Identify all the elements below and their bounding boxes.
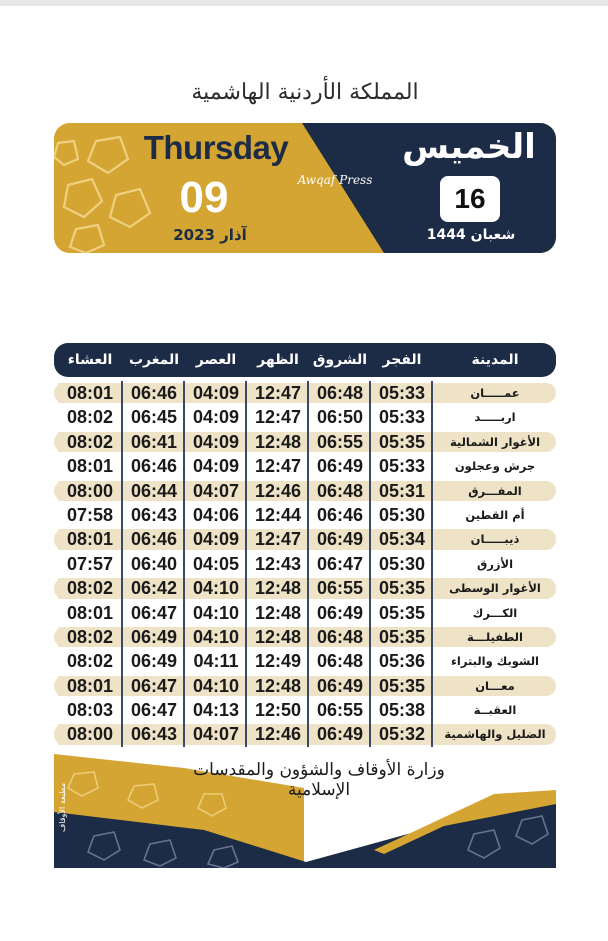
- column-header: الفجر: [382, 352, 422, 368]
- city-name: الكـــرك: [472, 605, 518, 620]
- footer-banner: [54, 754, 556, 868]
- prayer-time-asr: 04:07: [186, 481, 246, 501]
- prayer-time-dhuhr: 12:48: [248, 578, 308, 598]
- prayer-time-isha: 07:58: [66, 504, 114, 525]
- prayer-time-fajr: 05:36: [378, 651, 426, 672]
- city-name: معـــان: [475, 678, 515, 693]
- table-row: [54, 405, 556, 429]
- prayer-time-asr: 04:06: [192, 504, 240, 525]
- city-name: الضليل والهاشمية: [444, 727, 546, 742]
- city-name: الأزرق: [476, 556, 514, 571]
- prayer-time-asr: 04:09: [186, 529, 246, 549]
- prayer-time-maghrib: 06:49: [124, 627, 184, 647]
- prayer-time-shuruq: 06:49: [310, 676, 370, 696]
- prayer-time-isha: 07:57: [66, 553, 114, 574]
- prayer-time-dhuhr: 12:50: [254, 700, 302, 721]
- prayer-time-dhuhr: 12:48: [248, 676, 308, 696]
- prayer-time-fajr: 05:32: [372, 724, 432, 744]
- prayer-time-fajr: 05:33: [378, 407, 426, 428]
- gregorian-month-year: آذار 2023: [173, 226, 247, 244]
- prayer-time-dhuhr: 12:43: [254, 553, 302, 574]
- prayer-time-shuruq: 06:48: [310, 627, 370, 647]
- prayer-time-maghrib: 06:44: [124, 481, 184, 501]
- prayer-time-maghrib: 06:49: [130, 651, 178, 672]
- prayer-time-asr: 04:09: [192, 407, 240, 428]
- table-row: [54, 722, 556, 746]
- prayer-time-asr: 04:10: [186, 627, 246, 647]
- prayer-time-maghrib: 06:46: [124, 383, 184, 403]
- prayer-time-dhuhr: 12:44: [254, 504, 302, 525]
- table-row: [54, 601, 556, 625]
- prayer-time-asr: 04:09: [186, 383, 246, 403]
- prayer-time-shuruq: 06:48: [310, 383, 370, 403]
- prayer-time-shuruq: 06:55: [310, 432, 370, 452]
- prayer-time-dhuhr: 12:47: [248, 529, 308, 549]
- printer-label: مطبعة الأوقاف: [58, 782, 67, 832]
- city-name: الأغوار الوسطى: [449, 581, 541, 596]
- gregorian-day-number: 09: [179, 173, 229, 222]
- prayer-time-maghrib: 06:47: [124, 676, 184, 696]
- kingdom-title: المملكة الأردنية الهاشمية: [191, 80, 419, 105]
- city-name: ذيبـــــان: [470, 532, 520, 547]
- date-card: [54, 123, 556, 253]
- prayer-time-isha: 08:02: [66, 407, 114, 428]
- table-row: [54, 576, 556, 600]
- table-row: [54, 552, 556, 576]
- prayer-time-asr: 04:11: [193, 651, 239, 672]
- table-row: [54, 381, 556, 405]
- table-header: [54, 343, 556, 377]
- prayer-time-shuruq: 06:50: [316, 407, 364, 428]
- prayer-time-shuruq: 06:49: [310, 529, 370, 549]
- city-name: الطفيلـــة: [467, 629, 523, 644]
- prayer-time-fajr: 05:35: [378, 602, 426, 623]
- prayer-time-shuruq: 06:47: [316, 553, 364, 574]
- prayer-time-dhuhr: 12:46: [248, 481, 308, 501]
- prayer-time-shuruq: 06:46: [316, 504, 364, 525]
- designer-signature: MQ: [520, 846, 544, 860]
- prayer-time-shuruq: 06:49: [310, 724, 370, 744]
- city-name: الشوبك والبتراء: [451, 654, 539, 669]
- prayer-time-maghrib: 06:42: [124, 578, 184, 598]
- prayer-time-isha: 08:01: [58, 676, 122, 696]
- prayer-time-shuruq: 06:48: [316, 651, 364, 672]
- city-name: جرش وعجلون: [454, 459, 536, 474]
- prayer-time-fajr: 05:35: [372, 627, 432, 647]
- prayer-time-fajr: 05:34: [372, 529, 432, 549]
- prayer-time-isha: 08:02: [58, 627, 122, 647]
- day-english: Thursday: [143, 129, 289, 166]
- prayer-time-isha: 08:00: [58, 724, 122, 744]
- prayer-time-dhuhr: 12:49: [254, 651, 302, 672]
- prayer-time-dhuhr: 12:47: [254, 407, 302, 428]
- prayer-time-maghrib: 06:46: [130, 456, 178, 477]
- table-row: [54, 674, 556, 698]
- column-separator: [307, 381, 309, 747]
- prayer-time-dhuhr: 12:47: [248, 383, 308, 403]
- prayer-time-shuruq: 06:55: [310, 578, 370, 598]
- prayer-time-shuruq: 06:48: [310, 481, 370, 501]
- table-row: [54, 503, 556, 527]
- ministry-title: وزارة الأوقاف والشؤون والمقدسات الإسلامية: [193, 760, 445, 800]
- prayer-time-maghrib: 06:46: [124, 529, 184, 549]
- prayer-time-maghrib: 06:43: [130, 504, 178, 525]
- prayer-time-asr: 04:05: [192, 553, 240, 574]
- prayer-time-dhuhr: 12:48: [248, 627, 308, 647]
- table-row: [54, 649, 556, 673]
- table-row: [54, 527, 556, 551]
- prayer-time-fajr: 05:31: [372, 481, 432, 501]
- prayer-time-maghrib: 06:45: [130, 407, 178, 428]
- day-arabic: الخميس: [402, 127, 536, 167]
- prayer-time-asr: 04:07: [186, 724, 246, 744]
- prayer-time-maghrib: 06:40: [130, 553, 178, 574]
- table-row: [54, 625, 556, 649]
- column-separator: [121, 381, 123, 747]
- prayer-time-shuruq: 06:49: [316, 602, 364, 623]
- table-row: [54, 430, 556, 454]
- prayer-time-asr: 04:10: [186, 578, 246, 598]
- prayer-time-isha: 08:00: [58, 481, 122, 501]
- city-name: أم القطين: [465, 507, 525, 522]
- top-border: [0, 0, 608, 6]
- prayer-time-isha: 08:01: [58, 383, 122, 403]
- column-header: المدينة: [471, 352, 519, 368]
- prayer-time-isha: 08:01: [66, 602, 114, 623]
- column-separator: [431, 381, 433, 747]
- hijri-day-number: 16: [440, 176, 500, 222]
- hijri-month-year: شعبان 1444: [426, 227, 516, 243]
- prayer-time-isha: 08:02: [58, 432, 122, 452]
- prayer-time-dhuhr: 12:48: [248, 432, 308, 452]
- prayer-time-asr: 04:13: [192, 700, 240, 721]
- prayer-time-isha: 08:02: [58, 578, 122, 598]
- prayer-time-isha: 08:03: [66, 700, 114, 721]
- prayer-time-shuruq: 06:55: [316, 700, 364, 721]
- prayer-time-fajr: 05:33: [378, 456, 426, 477]
- prayer-time-fajr: 05:30: [378, 504, 426, 525]
- column-header: المغرب: [128, 352, 180, 368]
- prayer-time-asr: 04:09: [186, 432, 246, 452]
- column-separator: [369, 381, 371, 747]
- prayer-time-asr: 04:09: [192, 456, 240, 477]
- prayer-time-fajr: 05:30: [378, 553, 426, 574]
- prayer-table: [54, 343, 556, 747]
- prayer-time-dhuhr: 12:48: [254, 602, 302, 623]
- prayer-time-maghrib: 06:47: [130, 700, 178, 721]
- prayer-time-isha: 08:01: [66, 456, 114, 477]
- prayer-time-fajr: 05:38: [378, 700, 426, 721]
- prayer-time-isha: 08:02: [66, 651, 114, 672]
- prayer-time-fajr: 05:35: [372, 676, 432, 696]
- prayer-time-maghrib: 06:43: [124, 724, 184, 744]
- prayer-time-maghrib: 06:41: [124, 432, 184, 452]
- city-name: اربـــــد: [474, 410, 516, 425]
- city-name: العقبــة: [473, 703, 517, 718]
- prayer-time-dhuhr: 12:47: [254, 456, 302, 477]
- city-name: عمـــــان: [470, 386, 520, 400]
- city-name: المفـــرق: [468, 483, 522, 498]
- column-header: العصر: [195, 352, 237, 368]
- column-separator: [245, 381, 247, 747]
- column-header: الشروق: [312, 352, 368, 368]
- prayer-time-fajr: 05:33: [372, 383, 432, 403]
- table-row: [54, 479, 556, 503]
- prayer-time-asr: 04:10: [186, 676, 246, 696]
- table-body: [54, 381, 556, 747]
- prayer-time-dhuhr: 12:46: [248, 724, 308, 744]
- prayer-time-fajr: 05:35: [372, 578, 432, 598]
- press-logo: Awqaf Press: [297, 173, 373, 187]
- table-row: [54, 454, 556, 478]
- prayer-time-isha: 08:01: [58, 529, 122, 549]
- prayer-time-maghrib: 06:47: [130, 602, 178, 623]
- prayer-time-fajr: 05:35: [372, 432, 432, 452]
- table-row: [54, 698, 556, 722]
- column-separator: [183, 381, 185, 747]
- column-header: الظهر: [257, 352, 299, 368]
- column-header: العشاء: [67, 352, 113, 368]
- city-name: الأغوار الشمالية: [449, 434, 541, 449]
- prayer-time-shuruq: 06:49: [316, 456, 364, 477]
- prayer-time-asr: 04:10: [192, 602, 240, 623]
